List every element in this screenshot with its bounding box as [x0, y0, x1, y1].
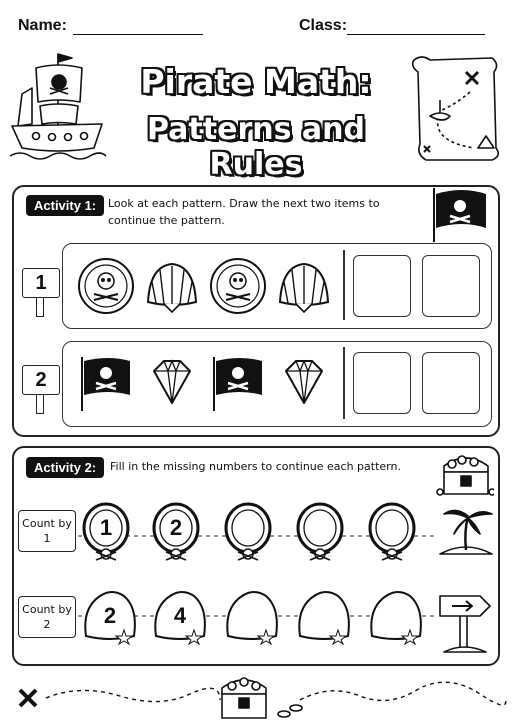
pattern-number: 4	[173, 603, 187, 628]
signpost	[36, 394, 44, 414]
pirate-flag-icon	[208, 353, 268, 413]
treasure-trail-decoration	[0, 664, 512, 724]
title-line-2: Patterns and Rules	[147, 112, 365, 182]
pattern-2-number: 2	[22, 365, 60, 395]
seashell-icon	[274, 256, 334, 316]
pirate-ship-icon	[6, 44, 110, 166]
activity-2-badge: Activity 2:	[26, 457, 104, 478]
class-field[interactable]	[347, 34, 485, 35]
skull-coin-icon	[208, 256, 268, 316]
number-rock-blank[interactable]	[294, 586, 354, 646]
activity-1-instruction: Look at each pattern. Draw the next two items to continue the pattern.	[108, 197, 380, 227]
class-label: Class:	[299, 17, 348, 34]
divider	[343, 250, 345, 320]
pattern-1-number: 1	[22, 268, 60, 298]
diamond-icon	[274, 353, 334, 413]
pattern-number: 2	[103, 603, 117, 628]
name-label: Name:	[18, 17, 67, 34]
activity-2-instruction: Fill in the missing numbers to continue each pattern.	[110, 460, 401, 473]
title-line-1: Pirate Math:	[140, 62, 372, 101]
number-ring-blank[interactable]	[222, 500, 274, 564]
pirate-flag-icon	[76, 353, 136, 413]
island-palm-icon	[436, 500, 496, 560]
answer-box[interactable]	[353, 352, 411, 414]
arrow-signpost-icon	[436, 586, 494, 656]
number-ring-blank[interactable]	[366, 500, 418, 564]
seashell-icon	[142, 256, 202, 316]
row-label-count-by-1: Count by 1	[18, 510, 76, 552]
treasure-chest-icon	[436, 446, 494, 498]
answer-box[interactable]	[422, 255, 480, 317]
number-ring-blank[interactable]	[294, 500, 346, 564]
pattern-number: 2	[169, 515, 183, 540]
row-label-count-by-2: Count by 2	[18, 596, 76, 638]
number-rock-blank[interactable]	[222, 586, 282, 646]
number-rock[interactable]	[80, 586, 140, 646]
treasure-map-icon	[404, 52, 504, 164]
number-ring[interactable]	[80, 500, 132, 564]
number-rock-blank[interactable]	[366, 586, 426, 646]
pattern-number: 1	[99, 515, 113, 540]
signpost	[36, 297, 44, 317]
pirate-flag-icon	[428, 184, 492, 244]
answer-box[interactable]	[422, 352, 480, 414]
divider	[343, 347, 345, 419]
number-rock[interactable]	[150, 586, 210, 646]
diamond-icon	[142, 353, 202, 413]
activity-1-badge: Activity 1:	[26, 195, 104, 216]
number-ring[interactable]	[150, 500, 202, 564]
name-field[interactable]	[73, 34, 203, 35]
skull-coin-icon	[76, 256, 136, 316]
answer-box[interactable]	[353, 255, 411, 317]
